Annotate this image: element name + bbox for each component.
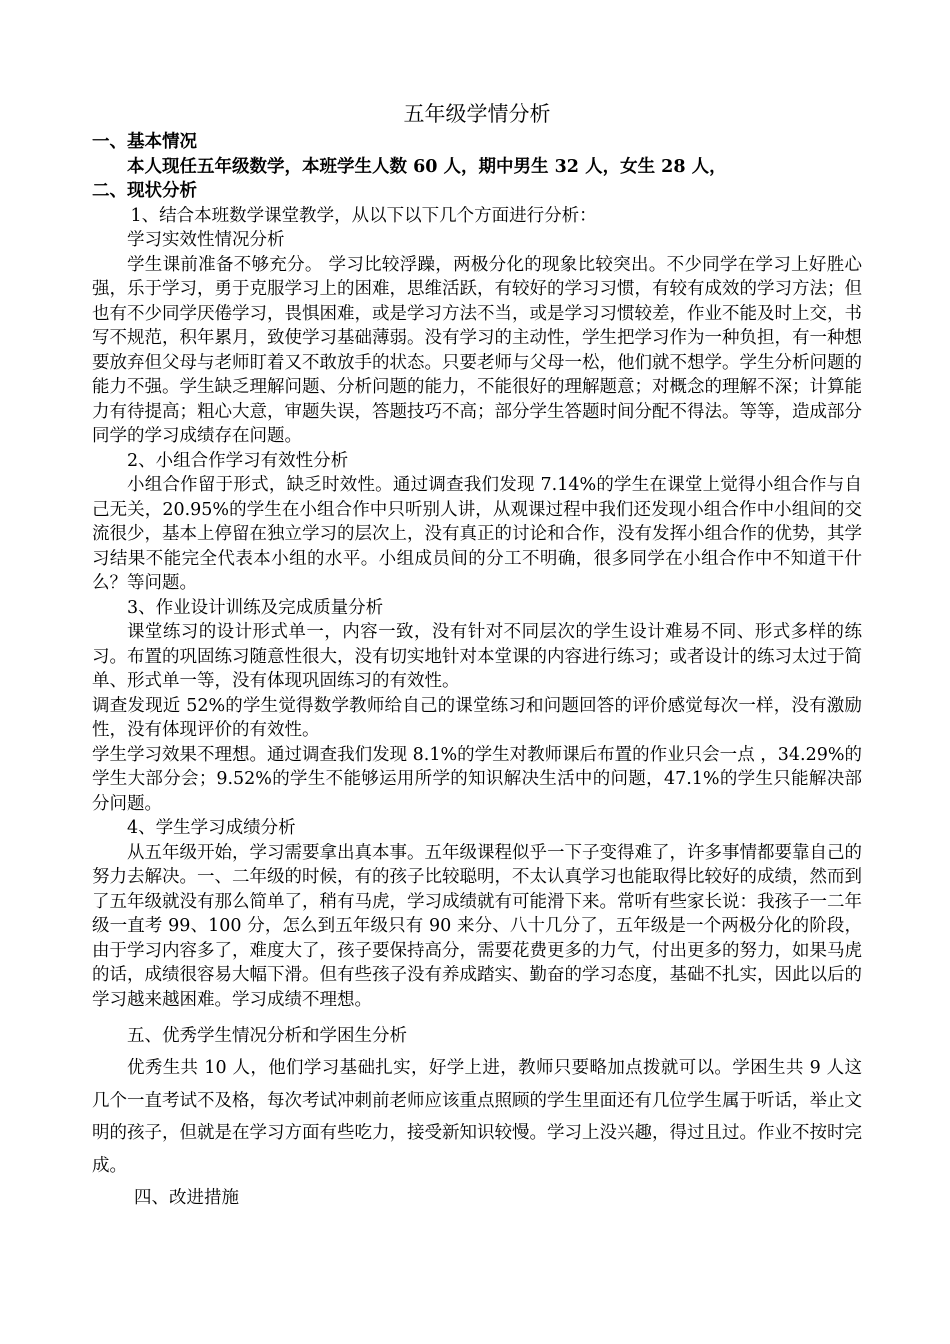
subsection-2-title: 2、小组合作学习有效性分析 — [127, 450, 349, 471]
document-body — [92, 98, 862, 1214]
section-1-text: 本人现任五年级数学，本班学生人数 60 人，期中男生 32 人，女生 28 人， — [127, 156, 727, 177]
subsection-4-text: 从五年级开始，学习需要拿出真本事。五年级课程似乎一下子变得难了，许多事情都要靠自己的努力去解决。一、二年级的时候，有的孩子比较聪明，不太认真学习也能取得比较好的成绩，然而到了五年级就没有那么简单了，稍有马虎，学习成绩就有可能滑下来。常听有些家长说：我孩子一二年级一直考 99、100 分，怎么到五年级只有 90 来分、八十几分了，五年级是一个两极分化的阶段，由于学习内容多了，难度大了，孩子要保持高分，需要花费更多的力气，付出更多的努力，如果马虎的话，成绩很容易大幅下滑。但有些孩子没有养成踏实、勤奋的学习态度，基础不扎实，因此以后的学习越来越困难。学习成绩不理想。 — [92, 842, 862, 1010]
section-2-heading: 二、现状分析 — [92, 181, 197, 201]
document-title: 五年级学情分析 — [403, 102, 551, 126]
subsection-3-text-3: 学生学习效果不理想。通过调查我们发现 8.1%的学生对教师课后布置的作业只会一点 ，34.29%的学生大部分会；9.52%的学生不能够运用所学的知识解决生活中的问题，47.1%的学生只能解决部分问题。 — [92, 744, 862, 814]
section-5-text: 优秀生共 10 人，他们学习基础扎实，好学上进，教师只要略加点拨就可以。学困生共 9 人这几个一直考试不及格，每次考试冲刺前老师应该重点照顾的学生里面还有几位学生属于听话，举止文明的孩子，但就是在学习方面有些吃力，接受新知识较慢。学习上没兴趣，得过且过。作业不按时完成。 — [92, 1058, 862, 1176]
subsection-3-text-2: 调查发现近 52%的学生觉得数学教师给自己的课堂练习和问题回答的评价感觉每次一样，没有激励性，没有体现评价的有效性。 — [92, 695, 862, 740]
subsection-3-text-1: 课堂练习的设计形式单一，内容一致，没有针对不同层次的学生设计难易不同、形式多样的练习。布置的巩固练习随意性很大，没有切实地针对本堂课的内容进行练习；或者设计的练习太过于简单、形式单一等，没有体现巩固练习的有效性。 — [92, 622, 862, 691]
subsection-2-text: 小组合作留于形式，缺乏时效性。通过调查我们发现 7.14%的学生在课堂上觉得小组合作与自己无关，20.95%的学生在小组合作中只听别人讲，从观课过程中我们还发现小组合作中小组间的交流很少，基本上停留在独立学习的层次上，没有真正的讨论和合作，没有发挥小组合作的优势，其学习结果不能完全代表本小组的水平。小组成员间的分工不明确，很多同学在小组合作中不知道干什么？等问题。 — [92, 475, 862, 593]
subsection-4-title: 4、学生学习成绩分析 — [127, 818, 296, 838]
subsection-1-text: 学生课前准备不够充分。 学习比较浮躁，两极分化的现象比较突出。不少同学在学习上好胜心强，乐于学习，勇于克服学习上的困难，思维活跃，有较好的学习习惯，有较有成效的学习方法；但也有不少同学厌倦学习，畏惧困难，或是学习方法不当，或是学习习惯较差，作业不能及时上交，书写不规范，积年累月，致使学习基础薄弱。没有学习的主动性，学生把学习作为一种负担，有一种想要放弃但父母与老师盯着又不敢放手的状态。只要老师与父母一松，他们就不想学。学生分析问题的能力不强。学生缺乏理解问题、分析问题的能力，不能很好的理解题意；对概念的理解不深；计算能力有待提高；粗心大意，审题失误，答题技巧不高；部分学生答题时间分配不得法。等等，造成部分同学的学习成绩存在问题。 — [92, 254, 862, 446]
section-1-heading: 一、基本情况 — [92, 132, 197, 152]
section-5-heading: 五、优秀学生情况分析和学困生分析 — [127, 1026, 407, 1046]
subsection-1-title: 学习实效性情况分析 — [127, 230, 285, 250]
section-2-intro: 1、结合本班数学课堂教学，从以下以下几个方面进行分析： — [130, 205, 597, 226]
section-4-heading: 四、改进措施 — [134, 1188, 239, 1208]
subsection-3-title: 3、作业设计训练及完成质量分析 — [127, 597, 384, 618]
